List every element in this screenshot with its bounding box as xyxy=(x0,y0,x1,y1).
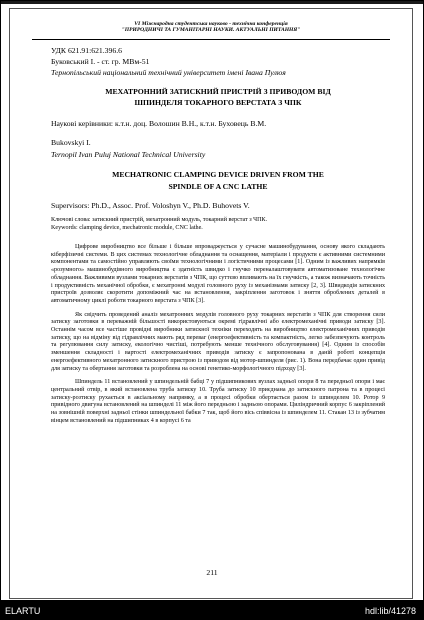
conference-line-2: "ПРИРОДНИЧІ ТА ГУМАНІТАРНІ НАУКИ. АКТУАЛЬНІ ПИТАННЯ" xyxy=(121,27,301,34)
udc-code: УДК 621.91:621.396.6 xyxy=(51,46,122,55)
author-ua: Буковський І. - ст. гр. МВм-51 xyxy=(51,57,150,66)
keywords-ua: Ключові слова: затискний пристрій, мехатронний модуль, токарний верстат з ЧПК. xyxy=(51,217,268,223)
footer-repository-name: ELARTU xyxy=(5,606,41,616)
footer-handle-link[interactable]: hdl:lib/41278 xyxy=(364,606,416,616)
supervisors-ua: Наукові керівники: к.т.н. доц. Волошин В.Н., к.т.н. Буховець В.М. xyxy=(51,119,267,128)
paragraph: Як свідчить проведений аналіз мехатронних модулів головного руху токарних верстатів з ЧПК для створення сили затиску заготовки в переважній більшості використовуються окремі гідравлічні або електромеханічні приводи затиску [3]. Останнім часом все частіше провідні виробники затискної техніки переходять на виробництво електромеханічних приводів затиску, що на відміну від гідравлічних мають ряд переваг (енергоефективність та компактність, легко забезпечують контроль та регулювання силу затиску, екологічно чистіші, потребують менше технічного обслуговування) [4]. Одним із способів зменшення складності і вартості електромеханічних приводів затиску є запропонована в даній роботі концепція енергоефективного мехатронного затискного пристрою із приводом від мотор-шпинделя (рис. 1). Вона передбачає один привід для затиску та обертання заготовки та розроблена на основі генетико-морфологічного підходу [3]. xyxy=(51,311,385,372)
paragraph: Цифрове виробництво все більше і більше впроваджується у сучасне машинобудування, основу якого складають кіберфізичні системи. В цих системах технологічне обладнання та оснащення, матеріали і продукти є активними системними компонентами та самостійно управляють своїми технологічними і логістичними процесами [1]. Одним із важливих напрямків «розумного» машинобудівного виробництва є здатність швидко і гнучко переналаштовувати автоматизоване технологічне обладнання. Важливими вузлами токарних верстатів з ЧПК, що суттєво впливають на їх гнучкість, а також визначають точність і продуктивність механічної обробки, є мехатронні модулі головного руху із механізмами затиску [2, 3]. Швидкодія затискних пристроїв дозволяє скоротити допоміжний час на встановлення, закріплення заготовок і зняття оброблених деталей в автоматичному циклі роботи токарного верстата з ЧПК [3]. xyxy=(51,244,385,304)
conference-line-1: VI Міжнародна студентська науково - технічна конференція xyxy=(134,21,288,27)
supervisors-en: Supervisors: Ph.D., Assoc. Prof. Voloshyn V., Ph.D. Buhovets V. xyxy=(51,201,250,210)
keywords-en: Keywords: clamping device, mechatronic module, CNC lathe. xyxy=(51,224,203,231)
author-en: Bukovskyi I. xyxy=(51,138,91,147)
page-number: 211 xyxy=(206,568,218,577)
footer-bar xyxy=(0,600,424,620)
title-en-line-2: SPINDLE OF A CNC LATHE xyxy=(168,182,268,191)
keywords xyxy=(51,217,385,232)
document-page xyxy=(1,1,423,600)
paragraph: Шпиндель 11 встановлений у шпиндельній бабці 7 у підшипникових вузлах задньої опори 8 та передньої опори і має центральний отвір, в який встановлена труба затиску 10. Труба затиску 10 приєднана до затискного патрона та в процесі затиску-розтиску рухається в аксіальному напрямку, а в процесі обробки обертається разом із шпинделем 10. Ротор 9 привідного двигуна встановлений на шпинделі 11 між його передньою і задньою опорами. Циліндричний корпус 6 закріплений на зовнішній поверхні задньої стінки шпиндельної бабки 7 так, щоб його вісь співвісна із шпинделем 11. Стакан 13 із зубчатим вінцем встановлений на підшипниках 4 в корпусі 6 та xyxy=(51,379,385,424)
affiliation-ua: Тернопільський національний технічний університет імені Івана Пулюя xyxy=(51,68,286,77)
conference-header xyxy=(10,21,412,34)
title-en-line-1: MECHATRONIC CLAMPING DEVICE DRIVEN FROM THE xyxy=(112,170,324,179)
affiliation-en: Ternopil Ivan Puluj National Technical University xyxy=(51,150,206,159)
header-rule xyxy=(32,39,390,40)
title-ua-line-1: МЕХАТРОННИЙ ЗАТИСКНИЙ ПРИСТРІЙ З ПРИВОДОМ ВІД xyxy=(105,87,331,96)
body-text xyxy=(51,244,385,431)
title-ua-line-2: ШПИНДЕЛЯ ТОКАРНОГО ВЕРСТАТА З ЧПК xyxy=(134,98,302,107)
